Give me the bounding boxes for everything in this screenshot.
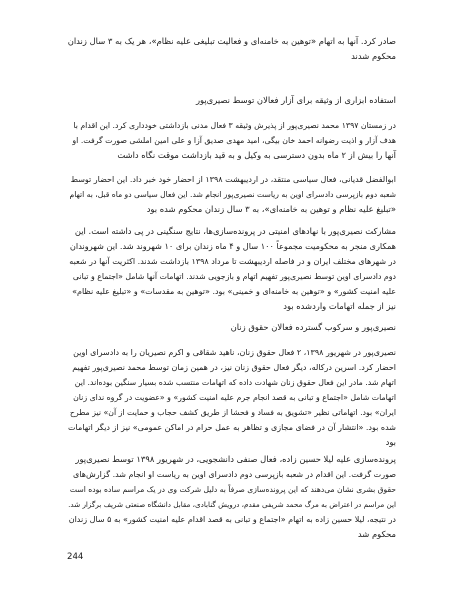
section-heading-bail-abuse: استفاده ابزاری از وثیقه برای آزار فعالان توسط نصیری‌پور: [195, 95, 396, 105]
text-line: حقوق بشری نشان می‌دهند که این پرونده‌سازی صرفاً به دلیل شرکت وی در یک مراسم ساده بوده است: [69, 485, 396, 494]
text-line: پرونده‌سازی علیه لیلا حسین زاده، فعال صنفی دانشجویی، در شهریور ۱۳۹۸ توسط نصیری‌پور: [75, 454, 396, 464]
text-line: مشارکت نصیری‌پور با نهادهای امنیتی در پرونده‌سازی‌ها، نتایج سنگینی در پی داشته است. این: [74, 226, 396, 236]
text-line: هدف آزار و اذیت رضوانه احمد خان بیگی، امید مهدی صدیق آزا و علی امین املشی صورت گرفت. او: [72, 136, 396, 145]
text-line: دوم دادسرای اوین توسط نصیری‌پور تفهیم اتهام و بازجویی شدند. اتهامات آنها شامل «اجتماع و تبانی: [72, 272, 396, 281]
text-line: محکوم شدند: [351, 51, 396, 61]
text-line: اتهامات شامل «اجتماع و تبانی به قصد انجام جرم علیه امنیت کشور» و «عضویت در گروه ندای زنان: [73, 393, 396, 402]
text-line: علیه امنیت کشور» و «توهین به خامنه‌ای و خمینی» بود. «توهین به مقدسات» و «تبلیغ علیه نظام»: [72, 287, 396, 296]
text-line: شده بود. «انتشار آن در فضای مجازی و تظاهر به عمل حرام در اماکن عمومی» نیز از دیگر اتهامات: [68, 423, 396, 432]
text-line: اتهام شد. مادر این فعال حقوق زنان شهادت داده که اتهامات منتسب شده بسیار سنگین بوده‌اند. این: [74, 378, 396, 387]
text-line: صادر کرد. آنها به اتهام «توهین به خامنه‌ای و فعالیت تبلیغی علیه نظام»، هر یک به ۳ سال زندان: [67, 36, 396, 46]
paragraph-4: [67, 224, 396, 314]
text-line: احضار کرد. اسرین درکاله، دیگر فعال حقوق زنان نیز، در همین زمان توسط محمد نصیری‌پور تفهیم: [72, 363, 396, 372]
text-line: در شهرهای مختلف ایران و در فاصله اردیبهشت تا مرداد ۱۳۹۸ بازداشت شدند. اکثریت آنها در شعبه: [69, 257, 396, 266]
page-number: 244: [67, 552, 84, 562]
paragraph-3: [67, 172, 396, 217]
text-line: شعبه دوم بازپرسی دادسرای اوین به ریاست نصیری‌پور انجام شد. این فعال سیاسی دو ماه قبل، به اتهام: [69, 190, 396, 199]
text-line: ابوالفضل قدیانی، فعال سیاسی منتقد، در اردیبهشت ۱۳۹۸ از احضار خود خبر داد. این احضار توسط: [70, 175, 396, 184]
text-line: ایران» بود. اتهاماتی نظیر «تشویق به فساد و فحشا از طریق کشف حجاب و حمایت از آن» نیز مطرح: [69, 408, 396, 417]
text-line: در نتیجه، لیلا حسین زاده به اتهام «اجتماع و تبانی به قصد اقدام علیه امنیت کشور» به ۵ سال زندان: [68, 515, 396, 524]
text-line: صورت گرفت. این اقدام در شعبه بازپرسی دوم دادسرای اوین به ریاست او انجام شد. گزارش‌های: [73, 470, 396, 479]
text-line: «تبلیغ علیه نظام و توهین به خامنه‌ای»، به ۳ سال زندان محکوم شده بود: [146, 204, 396, 214]
text-line: همکاری منجر به محکومیت مجموعاً ۱۰۰ سال و ۴ ماه زندان برای ۱۰ شهروند شد. این شهروندان: [69, 241, 396, 251]
paragraph-2: [67, 118, 396, 163]
paragraph-5: [67, 345, 396, 450]
text-line: نیز از جمله اتهامات واردشده بود: [283, 301, 396, 311]
section-heading-womens-rights: نصیری‌پور و سرکوب گسترده فعالان حقوق زنان: [230, 322, 396, 332]
paragraph-6: [67, 452, 396, 542]
text-line: نصیری‌پور در شهریور ۱۳۹۸، ۲ فعال حقوق زنان، ناهید شقاقی و اکرم نصیریان را به دادسرای اوین: [73, 348, 396, 357]
text-line: آنها را بیش از ۲ ماه بدون دسترسی به وکیل و به قید بازداشت موقت نگاه داشت: [117, 150, 396, 160]
text-line: بود: [385, 437, 396, 447]
paragraph-1: [67, 34, 396, 64]
text-line: در زمستان ۱۳۹۷ محمد نصیری‌پور از پذیرش وثیقه ۳ فعال مدنی بازداشتی خودداری کرد. این اقدام با: [73, 121, 396, 130]
text-line: محکوم شد: [357, 529, 396, 539]
text-line: این مراسم در اعتراض به مرگ محمد شریفی مقدم، درویش گنابادی، مقابل دانشگاه صنعتی شریف برگزار شد.: [68, 500, 396, 509]
